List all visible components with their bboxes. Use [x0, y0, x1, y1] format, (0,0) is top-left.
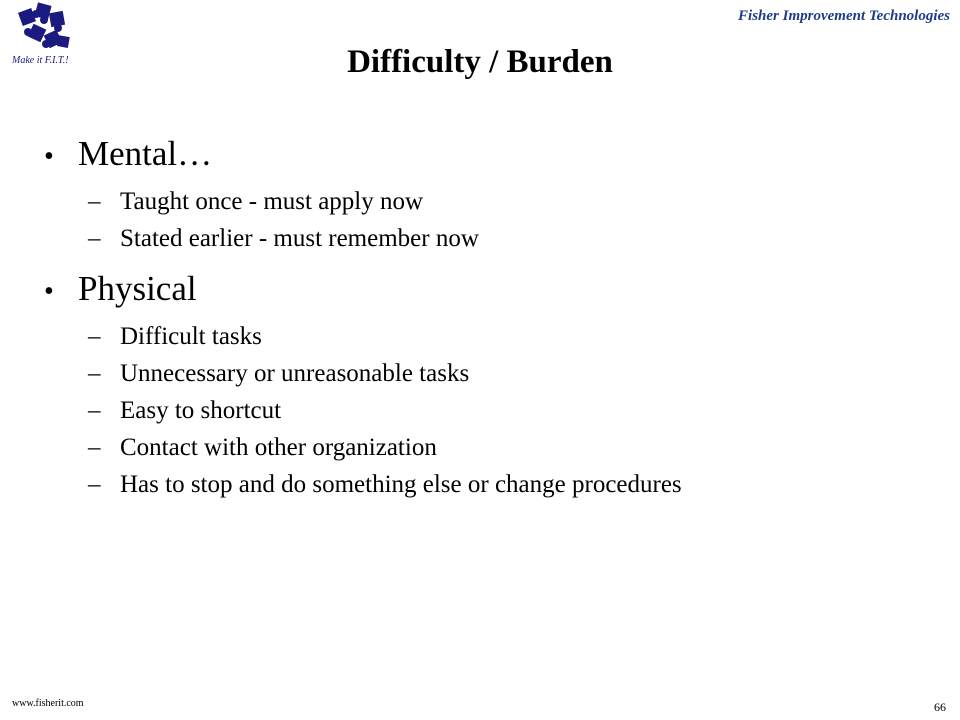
dash-mark: –	[88, 434, 101, 461]
bullet-heading: Physical	[78, 269, 197, 308]
bullet-mental	[44, 132, 682, 179]
bullet-dot: •	[44, 276, 54, 307]
list-item	[88, 220, 682, 257]
dash-mark: –	[88, 471, 101, 498]
list-item	[88, 392, 682, 429]
company-name: Fisher Improvement Technologies	[738, 8, 950, 24]
tagline: Make it F.I.T.!	[12, 55, 69, 66]
dash-mark: –	[88, 323, 101, 350]
list-item-text: Has to stop and do something else or change procedures	[120, 471, 682, 498]
slide-content	[44, 132, 682, 513]
list-item-text: Easy to shortcut	[120, 397, 282, 424]
bullet-dot: •	[44, 141, 54, 172]
list-item-text: Taught once - must apply now	[120, 188, 424, 215]
bullet-heading: Mental…	[78, 134, 213, 173]
dash-mark: –	[88, 360, 101, 387]
list-item	[88, 466, 682, 503]
page-number: 66	[934, 700, 946, 714]
list-item	[88, 429, 682, 466]
list-item	[88, 318, 682, 355]
mental-items	[44, 183, 682, 257]
dash-mark: –	[88, 188, 101, 215]
bullet-physical	[44, 267, 682, 314]
list-item	[88, 355, 682, 392]
dash-mark: –	[88, 397, 101, 424]
list-item-text: Stated earlier - must remember now	[120, 225, 479, 252]
footer-url: www.fisherit.com	[12, 698, 84, 709]
list-item-text: Unnecessary or unreasonable tasks	[120, 360, 470, 387]
dash-mark: –	[88, 225, 101, 252]
list-item	[88, 183, 682, 220]
list-item-text: Contact with other organization	[120, 434, 437, 461]
physical-items	[44, 318, 682, 503]
slide-title: Difficulty / Burden	[347, 44, 613, 80]
list-item-text: Difficult tasks	[120, 323, 262, 350]
